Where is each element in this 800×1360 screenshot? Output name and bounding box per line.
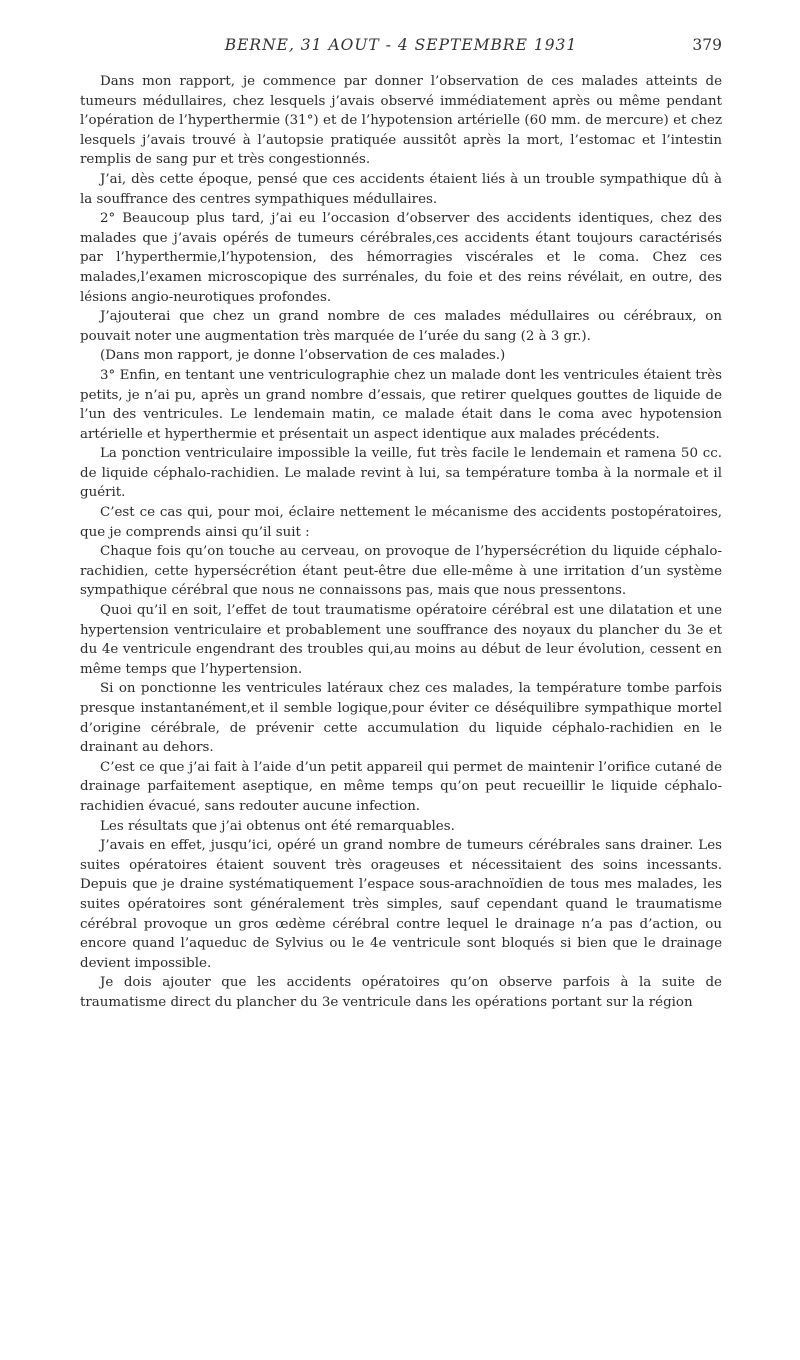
paragraph: Chaque fois qu’on touche au cerveau, on provoque de l’hypersécrétion du liquide céphalo-rachidien, cette hypersécrétion étant peut-être due elle-même à une irritation d’un système sympathique cérébral que nous ne connaissons pas, mais que nous pressentons. [80,544,722,599]
running-title: BERNE, 31 AOUT - 4 SEPTEMBRE 1931 [224,36,578,54]
paragraph: J’ai, dès cette époque, pensé que ces accidents étaient liés à un trouble sympathique dû à la souffrance des centres sympathiques médullaires. [80,171,722,207]
paragraph: J’ajouterai que chez un grand nombre de ces malades médullaires ou cérébraux, on pouvait noter une augmentation très marquée de l’urée du sang (2 à 3 gr.). [80,309,722,344]
page-number: 379 [692,36,722,54]
paragraph: Quoi qu’il en soit, l’effet de tout traumatisme opératoire cérébral est une dilatation et une hypertension ventriculaire et probablement une souffrance des noyaux du plancher du 3e et du 4e ventricule engendrant des troubles qui,au moins au début de leur évolution, cessent en même temps que l’hypertension. [80,603,722,677]
body-text [80,72,722,1013]
page-header [80,36,722,60]
paragraph: Dans mon rapport, je commence par donner l’observation de ces malades atteints de tumeurs médullaires, chez lesquels j’avais observé immédiatement après ou même pendant l’opération de l’hyperthermie (31°) et de l’hypotension artérielle (60 mm. de mercure) et chez lesquels j’avais trouvé à l’autopsie pratiquée aussitôt après la mort, l’estomac et l’intestin remplis de sang pur et très congestionnés. [80,74,722,168]
paragraph: C’est ce cas qui, pour moi, éclaire nettement le mécanisme des accidents postopératoires, que je comprends ainsi qu’il suit : [80,505,722,540]
paragraph: (Dans mon rapport, je donne l’observation de ces malades.) [100,348,506,364]
paragraph: 3° Enfin, en tentant une ventriculographie chez un malade dont les ventricules étaient très petits, je n’ai pu, après un grand nombre d’essais, que retirer quelques gouttes de liquide de l’un des ventricules. Le lendemain matin, ce malade était dans le coma avec hypotension artérielle et hyperthermie et présentait un aspect identique aux malades précédents. [80,367,722,442]
paragraph: La ponction ventriculaire impossible la veille, fut très facile le lendemain et ramena 50 cc. de liquide céphalo-rachidien. Le malade revint à lui, sa température tomba à la normale et il guérit. [80,446,722,501]
paragraph: Si on ponctionne les ventricules latéraux chez ces malades, la température tombe parfois presque instantanément,et il semble logique,pour éviter ce déséquilibre sympathique mortel d’origine cérébrale, de prévenir cette accumulation du liquide céphalo-rachidien en le drainant au dehors. [80,681,722,756]
paragraph: Je dois ajouter que les accidents opératoires qu’on observe parfois à la suite de traumatisme direct du plancher du 3e ventricule dans les opérations portant sur la région [80,975,722,1010]
paragraph: 2° Beaucoup plus tard, j’ai eu l’occasion d’observer des accidents identiques, chez des malades que j’avais opérés de tumeurs cérébrales,ces accidents étant toujours caractérisés par l’hyperthermie,l’hypotension, des hémorragies viscérales et le coma. Chez ces malades,l’examen microscopique des surrénales, du foie et des reins révélait, en outre, des lésions angio-neurotiques profondes. [80,211,722,305]
paragraph: J’avais en effet, jusqu’ici, opéré un grand nombre de tumeurs cérébrales sans drainer. Les suites opératoires étaient souvent très orageuses et nécessitaient des soins incessants. Depuis que je draine systématiquement l’espace sous-arachnoïdien de tous mes malades, les suites opératoires sont généralement très simples, sauf cependant quand le traumatisme cérébral provoque un gros œdème cérébral contre lequel le drainage n’a pas d’action, ou encore quand l’aqueduc de Sylvius ou le 4e ventricule sont bloqués si bien que le drainage devient impossible. [80,838,722,971]
paragraph: Les résultats que j’ai obtenus ont été remarquables. [100,818,455,834]
paragraph: C’est ce que j’ai fait à l’aide d’un petit appareil qui permet de maintenir l’orifice cutané de drainage parfaitement aseptique, en même temps qu’on peut recueillir le liquide céphalo-rachidien évacué, sans redouter aucune infection. [80,759,722,814]
